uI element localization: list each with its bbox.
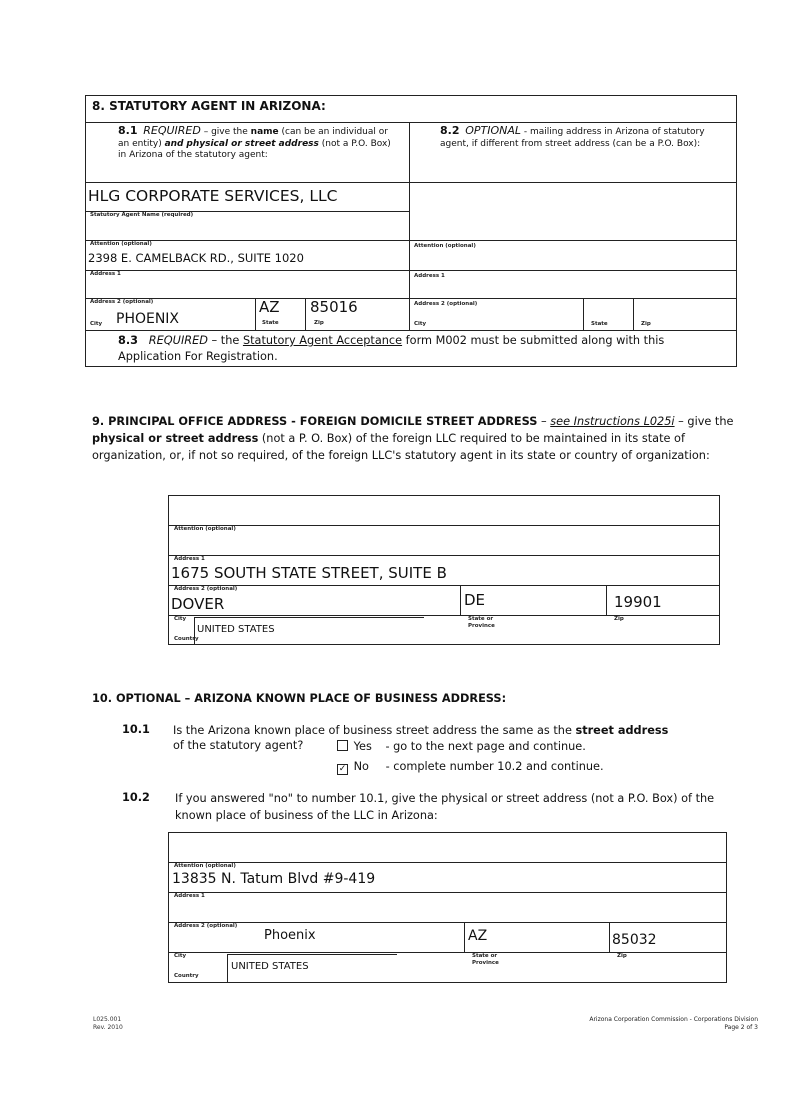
- mailing-address1-label: Address 1: [414, 273, 445, 279]
- principal-state-field[interactable]: DE: [464, 591, 486, 609]
- attention-label: Attention (optional): [90, 241, 152, 247]
- footer-form-id: L025.001 Rev. 2010: [93, 1016, 123, 1031]
- principal-zip-field[interactable]: 19901: [614, 593, 662, 611]
- footer-agency: Arizona Corporation Commission - Corporations Division Page 2 of 3: [589, 1016, 758, 1031]
- agent-state-field[interactable]: AZ: [259, 298, 280, 316]
- page-number: Page 2 of 3: [724, 1024, 758, 1031]
- yes-checkbox[interactable]: [337, 740, 348, 751]
- q10-1-number: 10.1: [122, 723, 150, 736]
- no-checkbox-checked[interactable]: ✓: [338, 764, 347, 774]
- city-label: City: [90, 321, 103, 327]
- mailing-zip-label: Zip: [641, 321, 651, 327]
- mailing-state-label: State: [591, 321, 608, 327]
- city-label: City: [174, 616, 187, 622]
- mailing-address2-label: Address 2 (optional): [414, 301, 478, 307]
- no-option[interactable]: ✓ No - complete number 10.2 and continue.: [338, 760, 604, 774]
- instructions-link[interactable]: see Instructions L025i: [550, 415, 675, 428]
- address1-label: Address 1: [174, 556, 205, 562]
- zip-label: Zip: [314, 320, 324, 326]
- q10-2-text: If you answered "no" to number 10.1, give the physical or street address (not a P.O. Box) of the known place of business of the LLC in Arizona:: [175, 792, 715, 822]
- business-country-field[interactable]: UNITED STATES: [231, 961, 309, 972]
- attention-label: Attention (optional): [174, 863, 236, 869]
- business-state-field[interactable]: AZ: [468, 928, 488, 944]
- principal-country-field[interactable]: UNITED STATES: [197, 624, 275, 635]
- mailing-city-label: City: [414, 321, 427, 327]
- state-province-label: State or Province: [472, 953, 499, 966]
- q10-1-text-2: of the statutory agent?: [173, 739, 304, 752]
- attention-label: Attention (optional): [174, 526, 236, 532]
- address2-label: Address 2 (optional): [174, 923, 238, 929]
- q10-2-number: 10.2: [122, 791, 150, 804]
- state-province-label: State or Province: [468, 616, 495, 629]
- mailing-attention-label: Attention (optional): [414, 243, 476, 249]
- city-label: City: [174, 953, 187, 959]
- country-label: Country: [174, 636, 199, 642]
- address2-label: Address 2 (optional): [90, 299, 154, 305]
- yes-option[interactable]: Yes - go to the next page and continue.: [337, 740, 586, 753]
- address1-label: Address 1: [174, 893, 205, 899]
- zip-label: Zip: [617, 953, 627, 959]
- business-address1-field[interactable]: 13835 N. Tatum Blvd #9-419: [172, 871, 376, 887]
- principal-city-field[interactable]: DOVER: [171, 595, 225, 613]
- section-8-1-instructions: 8.1 REQUIRED – give the name (can be an individual or an entity) and physical or street address (not a P.O. Box) in Arizona of the statutory agent:: [118, 124, 391, 160]
- business-zip-field[interactable]: 85032: [612, 932, 657, 948]
- state-label: State: [262, 320, 279, 326]
- q10-1-text: Is the Arizona known place of business street address the same as the street address: [173, 724, 669, 737]
- agent-zip-field[interactable]: 85016: [310, 298, 358, 316]
- address2-label: Address 2 (optional): [174, 586, 238, 592]
- section-10-title: 10. OPTIONAL – ARIZONA KNOWN PLACE OF BUSINESS ADDRESS:: [92, 692, 507, 705]
- agent-address1-field[interactable]: 2398 E. CAMELBACK RD., SUITE 1020: [88, 251, 304, 265]
- section-8-3-note: 8.3 REQUIRED – the Statutory Agent Acceptance form M002 must be submitted along with this Application For Registration.: [118, 334, 665, 363]
- agent-name-label: Statutory Agent Name (required): [90, 212, 194, 218]
- agent-name-field[interactable]: HLG CORPORATE SERVICES, LLC: [88, 187, 338, 205]
- country-label: Country: [174, 973, 199, 979]
- section-9-instructions: 9. PRINCIPAL OFFICE ADDRESS - FOREIGN DOMICILE STREET ADDRESS – see Instructions L025i – give the physical or street address (not a P. O. Box) of the foreign LLC required to be maintained in its state of organization, or, if not so required, of the foreign LLC's statutory agent in its state or country of organization:: [92, 415, 734, 462]
- business-city-field[interactable]: Phoenix: [264, 928, 316, 943]
- agent-city-field[interactable]: PHOENIX: [116, 311, 180, 327]
- address1-label: Address 1: [90, 271, 121, 277]
- zip-label: Zip: [614, 616, 624, 622]
- section-8-title: 8. STATUTORY AGENT IN ARIZONA:: [92, 99, 326, 113]
- section-8-2-instructions: 8.2 OPTIONAL - mailing address in Arizona of statutory agent, if different from street address (can be a P.O. Box):: [440, 124, 705, 149]
- principal-address1-field[interactable]: 1675 SOUTH STATE STREET, SUITE B: [171, 564, 447, 582]
